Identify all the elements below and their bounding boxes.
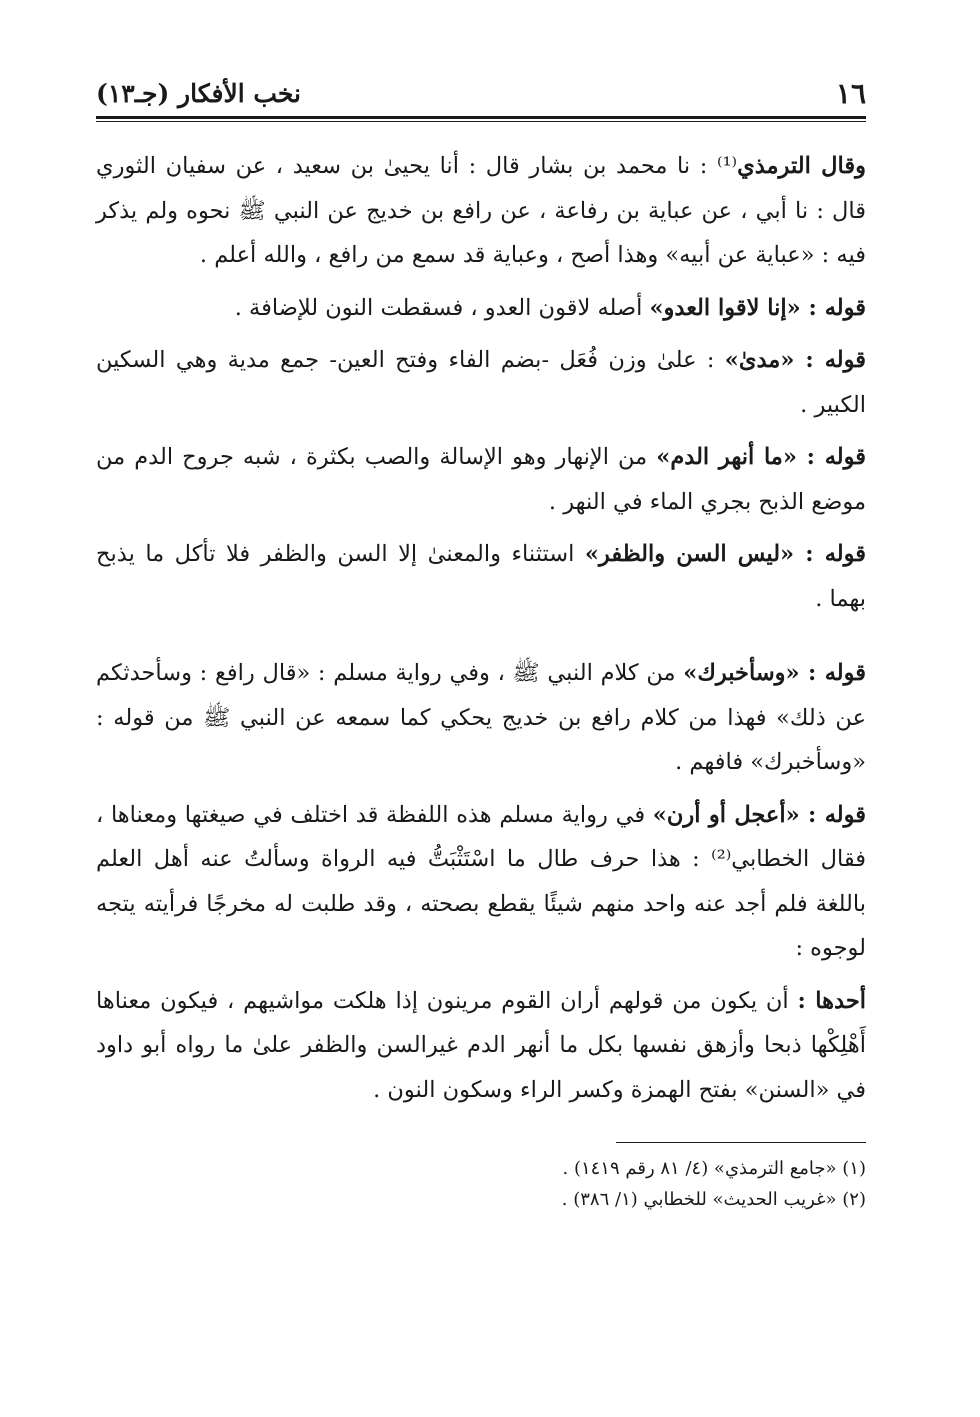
paragraph-text: : علىٰ وزن فُعَل -بضم الفاء وفتح العين- جمع مدية وهي السكين الكبير . [96,347,866,418]
paragraph-muda [96,338,866,427]
footnote-rule [616,1142,866,1143]
paragraph-lead: أحدها : [797,987,866,1014]
running-title: نخب الأفكار (جـ١٣) [96,79,302,108]
paragraph-lead: قوله : «ليس السن والظفر» [584,541,866,567]
paragraph-tirmidhi [96,144,866,278]
paragraph-text: ⁽¹⁾ : نا محمد بن بشار قال : أنا يحيىٰ بن سعيد ، عن سفيان الثوري قال : نا أبي ، عن عباية بن رفاعة ، عن رافع بن خديج عن النبي ﷺ نحوه ولم يذكر فيه : «عباية عن أبيه» وهذا أصح ، وعباية قد سمع من رافع ، والله أعلم . [96,153,866,268]
header-rule-thin [96,121,866,122]
paragraph-wa-sa-ukhbiruk [96,651,866,785]
paragraph-text: من كلام النبي ﷺ ، وفي رواية مسلم : «قال رافع : وسأحدثكم عن ذلك» فهذا من كلام رافع بن خديج يحكي كما سمعه عن النبي ﷺ من قوله : «وسأخبرك» فافهم . [96,660,866,775]
paragraph-text: استثناء والمعنىٰ إلا السن والظفر فلا تأكل ما يذبح بهما . [96,541,866,612]
paragraph-gap [96,629,866,651]
footnote-rule-wrap [96,1120,866,1153]
header-rule-thick [96,116,866,119]
paragraph-text: في رواية مسلم هذه اللفظة قد اختلف في صيغتها ومعناها ، فقال الخطابي⁽²⁾ : هذا حرف طال ما اسْتَثْبَتُّ فيه الرواة وسألتُ عنه أهل العلم باللغة فلم أجد عنه واحد منهم شيئًا يقطع بصحته ، وقد طلبت له مخرجًا فرأيته يتجه لوجوه : [96,801,866,961]
paragraph-as-sinn-wa-adh-dhufr [96,532,866,621]
paragraph-anhar-ad-dam [96,435,866,524]
footnotes [96,1153,866,1215]
paragraph-lead: قوله : «أعجل أو أرن» [652,801,867,828]
paragraph-ahaduha [96,979,866,1113]
footnote-1: (١) «جامع الترمذي» (٤/ ٨١ رقم ١٤١٩) . [562,1158,866,1179]
paragraph-lead: قوله : «مدىٰ» [724,347,866,373]
paragraph-lead: قوله : «ما أنهر الدم» [656,444,866,470]
paragraph-text: من الإنهار وهو الإسالة والصب بكثرة ، شبه جروح الدم من موضع الذبح بجري الماء في النهر . [96,444,866,515]
paragraph-a-jil-aw-arin [96,793,866,971]
page-header [96,78,866,110]
paragraph-lead: قوله : «إنا لاقوا العدو» [649,294,866,321]
page-number: ١٦ [835,77,866,110]
paragraph-text: أن يكون من قولهم أران القوم مرينون إذا هلكت مواشيهم ، فيكون معناها أَهْلِكْها ذبحا وأزهق نفسها بكل ما أنهر الدم غيرالسن والظفر علىٰ ما رواه أبو داود في «السنن» بفتح الهمزة وكسر الراء وسكون النون . [96,987,866,1103]
paragraph-lead: قوله : «وسأخبرك» [683,660,866,686]
paragraph-lead: وقال الترمذي [737,153,866,179]
paragraph-laqu-al-aduw [96,286,866,331]
book-page [96,78,866,1215]
page-body [96,144,866,1112]
paragraph-text: أصله لاقون العدو ، فسقطت النون للإضافة . [234,294,650,321]
footnote-2: (٢) «غريب الحديث» للخطابي (١/ ٣٨٦) . [561,1189,866,1210]
